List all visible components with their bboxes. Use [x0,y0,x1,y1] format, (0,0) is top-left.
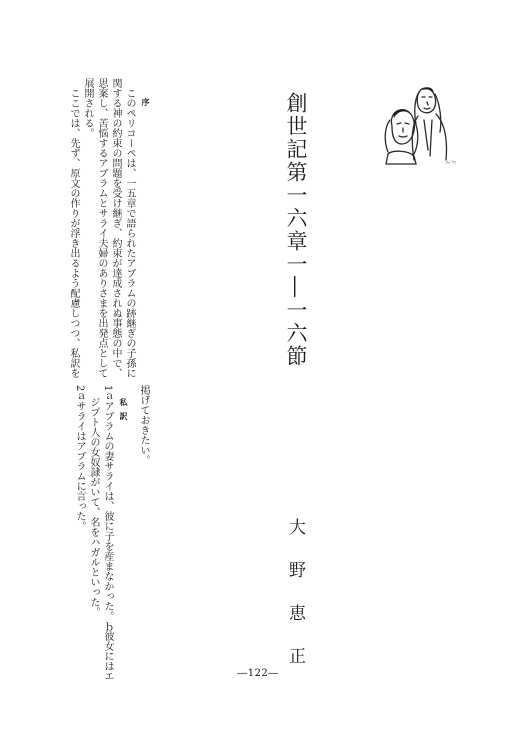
preface-line: 展開される。 [82,78,93,138]
preface-line: 掲げておきたい。 [138,385,149,465]
preface-line: ここでは、先ず、原文の作りが浮き出るよう配慮しつつ、私訳を [68,88,79,378]
verse-line: 2ａサライはアブラムに言った。 [74,385,85,532]
verse-line: ジプト人の女奴隷がいて、名をハガルといった。 [88,397,99,617]
page-number: ―122― [237,668,279,679]
preface-line: 関する神の約束の問題を受け継ぎ、約束が達成されぬ事態の中で、 [110,78,121,378]
verse-line: 1ａアブラムの妻サライは、彼に子を産まなかった。ｂ彼女にはエ [102,385,113,682]
preface-line: 思案し、苦悩するアブラムとサライ夫婦のありさまを出発点として [96,78,107,378]
preface-line: このペリコーペは、一五章で語られたアブラムの跡継ぎの子孫に [124,88,135,378]
article-title: 創世記第一六章一―一六節 [284,92,308,368]
preface-heading: 序 [141,98,151,112]
illustration-signature: ﾂｬﾟｸﾏ [446,160,456,165]
article-author: 大野恵正 [285,518,305,690]
translation-heading: 私訳 [119,398,129,426]
two-figures-sketch-icon [378,80,458,168]
